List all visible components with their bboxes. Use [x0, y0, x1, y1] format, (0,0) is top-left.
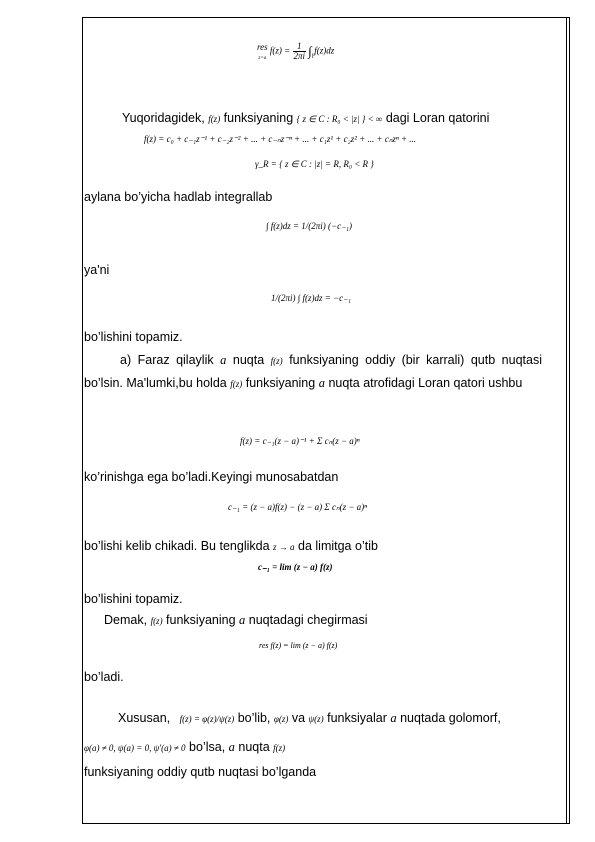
text-line-condition	[84, 739, 285, 756]
text-chegirmasi: nuqtadagi chegirmasi	[248, 613, 368, 627]
fz-inline-5: f(z)	[273, 743, 286, 753]
text-nuqta: nuqta	[232, 353, 265, 367]
fraction	[293, 42, 307, 61]
point-a-2: a	[318, 376, 325, 390]
point-a-5: a	[228, 740, 235, 754]
formula-residue-definition	[257, 42, 334, 61]
text-line-xususan	[118, 710, 501, 727]
formula-residue-limit: res f(z) = lim (z − a) f(z)	[259, 641, 338, 650]
text-nuqta-2: nuqta	[238, 740, 270, 754]
paragraph-yani: ya'ni	[84, 263, 110, 277]
text-xususan: Xususan,	[118, 711, 171, 725]
text-kelib-chikadi: bo’lishi kelib chikadi. Bu tenglikda	[84, 539, 270, 553]
text-funksiyaning: funksiyaning	[223, 111, 294, 125]
res-subscript: z=a	[258, 55, 267, 61]
paragraph-aylana: aylana bo’yicha hadlab integrallab	[84, 190, 273, 204]
text-loran-qatorini: dagi Loran qatorini	[385, 111, 490, 125]
formula-gamma-r: γ_R = { z ∈ C : |z| = R, R₀ < R }	[255, 159, 374, 169]
numerator: 1	[293, 42, 307, 52]
fz-inline-2: f(z)	[270, 356, 283, 366]
text-line-limit	[84, 538, 378, 555]
page-border-inner	[566, 17, 567, 824]
text-oddiy-qutb: funksiyaning oddiy (bir karrali) qutb nuqtasi bo’lsin. Ma'lumki,bu holda	[84, 353, 542, 390]
text-bolsa: bo’lsa,	[189, 740, 226, 754]
text-faraz: a) Faraz qilaylik	[120, 353, 214, 367]
text-bolib: bo’lib,	[237, 711, 271, 725]
z-to-a: z → a	[273, 542, 295, 552]
fz-inline: f(z)	[208, 114, 221, 124]
formula-laurent-series: f(z) = c₀ + c₋₁z⁻¹ + c₋₂z⁻² + ... + c₋ₙz⁻ⁿ + ... + c₁z¹ + c₂z² + ... + cₙzⁿ + ...	[144, 134, 417, 144]
point-a: a	[220, 353, 227, 367]
phi-inline: φ(z)	[273, 714, 289, 724]
psi-inline: ψ(z)	[308, 714, 324, 724]
limit-expression: c₋₁ = lim (z − a) f(z)	[258, 562, 333, 572]
point-a-3: a	[239, 613, 246, 627]
integral-sign: ∫	[308, 43, 312, 59]
text-loran-qatori: nuqta atrofidagi Loran qatori ushbu	[328, 376, 523, 390]
text-limitga: da limitga o’tib	[298, 539, 378, 553]
condition-formula: φ(a) ≠ 0, ψ(a) = 0, ψ′(a) ≠ 0	[84, 743, 186, 753]
text-golomorf: nuqtada golomorf,	[400, 711, 501, 725]
formula-integral-normalized: 1/(2πi) ∫ f(z)dz = −c₋₁	[271, 293, 351, 303]
text-line-qutb	[84, 764, 316, 780]
denominator: 2πi	[293, 51, 306, 61]
integrand: f(z)dz	[314, 45, 335, 56]
formula-series-2: c₋₁ = (z − a)f(z) − (z − a) Σ cₙ(z − a)ⁿ	[228, 502, 367, 512]
text-line-loran-intro	[122, 110, 489, 126]
integral-contour: γ	[311, 52, 315, 59]
text-funksiyaning-3: funksiyaning	[166, 613, 236, 627]
paragraph-boladi: bo’ladi.	[84, 670, 124, 684]
fz-inline-4: f(z)	[150, 616, 163, 626]
fz-inline-3: f(z)	[230, 379, 243, 389]
quotient-formula: f(z) = φ(z)/ψ(z)	[179, 714, 235, 724]
formula-limit-c-minus-1	[258, 563, 332, 572]
text-funksiyalar: funksiyalar	[327, 711, 387, 725]
paragraph-topamiz-1: bo’lishini topamiz.	[84, 330, 183, 344]
text-va: va	[291, 711, 306, 725]
formula-series-1: f(z) = c₋₁(z − a)⁻¹ + Σ cₙ(z − a)ⁿ	[240, 436, 360, 446]
text-oddiy-qutb-2: funksiyaning oddiy qutb nuqtasi bo’lganda	[84, 765, 317, 779]
text-line-demak	[104, 612, 368, 629]
text-yuqoridagidek: Yuqoridagidek,	[122, 111, 205, 125]
text-funksiyaning-2: funksiyaning	[245, 376, 316, 390]
paragraph-korinish: ko’rinishga ega bo’ladi.Keyingi munosabatdan	[84, 470, 339, 484]
formula-integral-c-minus-1: ∫ f(z)dz = 1/(2πi) (−c₋₁)	[266, 221, 352, 231]
annulus-set: { z ∈ C : R₀ < |z| } < ∞	[296, 114, 383, 124]
res-label: res	[257, 41, 268, 52]
paragraph-faraz	[84, 349, 542, 395]
paragraph-topamiz-2: bo’lishini topamiz.	[84, 592, 183, 606]
res-function: f(z) =	[269, 45, 291, 56]
text-demak: Demak,	[104, 613, 148, 627]
point-a-4: a	[390, 711, 397, 725]
